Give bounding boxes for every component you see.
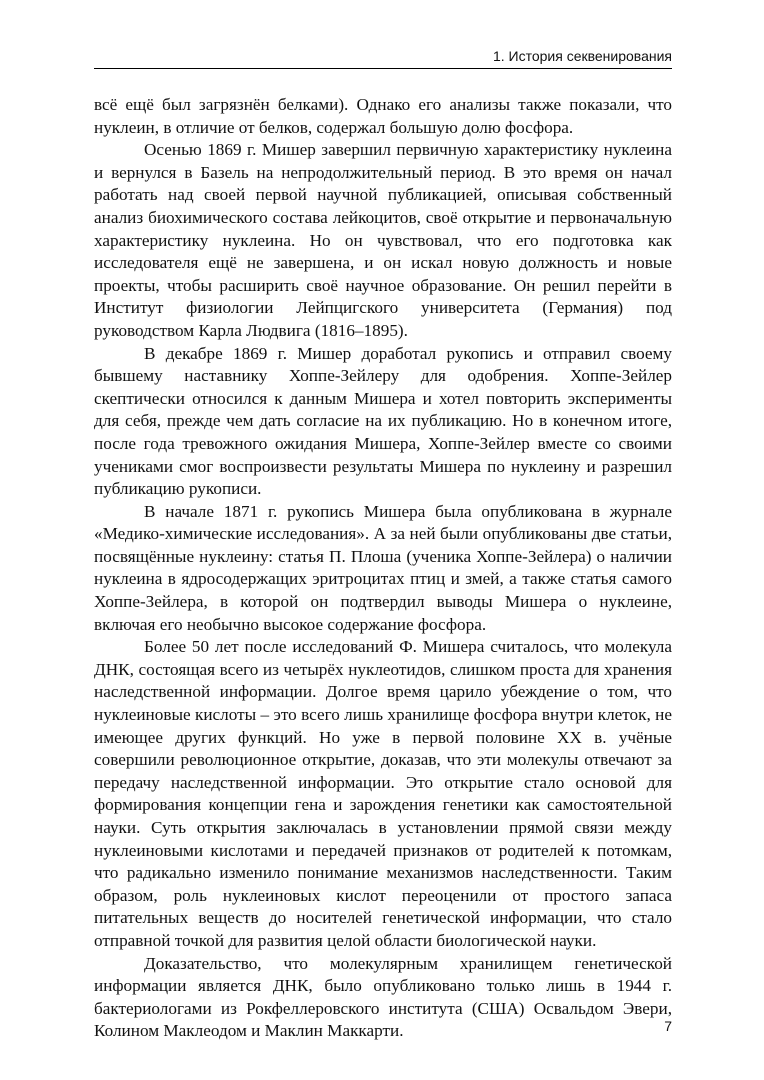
page-number: 7	[664, 1018, 672, 1034]
paragraph: Более 50 лет после исследований Ф. Мишера считалось, что молекула ДНК, состоящая всего из четырёх нуклеотидов, слишком проста для хранения наследственной информации. Долгое время царило убеждение о том, что нуклеиновые кислоты – это всего лишь хранилище фосфора внутри клеток, не имеющее других функций. Но уже в первой половине XX в. учёные совершили революционное открытие, доказав, что эти молекулы отвечают за передачу наследственной информации. Это открытие стало основой для формирования концепции гена и зарождения генетики как самостоятельной науки. Суть открытия заключалась в установлении прямой связи между нуклеиновыми кислотами и передачей признаков от родителей к потомкам, что радикально изменило понимание механизмов наследственности. Таким образом, роль нуклеиновых кислот переоценили от простого запаса питательных веществ до носителей генетической информации, что стало отправной точкой для развития целой области биологической науки.	[94, 637, 672, 950]
paragraph: Доказательство, что молекулярным хранилищем генетической информации является ДНК, было опубликовано только лишь в 1944 г. бактериологами из Рокфеллеровского института (США) Освальдом Эвери, Колином Маклеодом и Маклин Маккарти.	[94, 953, 672, 1041]
paragraph: Осенью 1869 г. Мишер завершил первичную характеристику нуклеина и вернулся в Базель на непродолжительный период. В это время он начал работать над своей первой научной публикацией, описывая собственный анализ биохимического состава лейкоцитов, своё открытие и первоначальную характеристику нуклеина. Но он чувствовал, что его подготовка как исследователя ещё не завершена, и он искал новую должность и новые проекты, чтобы расширить своё научное образование. Он решил перейти в Институт физиологии Лейпцигского университета (Германия) под руководством Карла Людвига (1816–1895).	[94, 140, 672, 340]
running-header	[94, 44, 672, 69]
paragraph: В декабре 1869 г. Мишер доработал рукопись и отправил своему бывшему наставнику Хоппе-Зейлеру для одобрения. Хоппе-Зейлер скептически относился к данным Мишера и хотел повторить эксперименты для себя, прежде чем дать согласие на их публикацию. Но в конечном итоге, после года тревожного ожидания Мишера, Хоппе-Зейлер вместе со своими учениками смог воспроизвести результаты Мишера по нуклеину и разрешил публикацию рукописи.	[94, 343, 672, 499]
paragraph: В начале 1871 г. рукопись Мишера была опубликована в журнале «Медико-химические исследования». А за ней были опубликованы две статьи, посвящённые нуклеину: статья П. Плоша (ученика Хоппе-Зейлера) о наличии нуклеина в ядросодержащих эритроцитах птиц и змей, а также статья самого Хоппе-Зейлера, в которой он подтвердил выводы Мишера о нуклеине, включая его необычно высокое содержание фосфора.	[94, 501, 672, 634]
chapter-title: 1. История секвенирования	[492, 48, 672, 64]
body-text	[94, 94, 672, 1043]
paragraph-continuation: всё ещё был загрязнён белками). Однако его анализы также показали, что нуклеин, в отличие от белков, содержал большую долю фосфора.	[94, 95, 672, 137]
